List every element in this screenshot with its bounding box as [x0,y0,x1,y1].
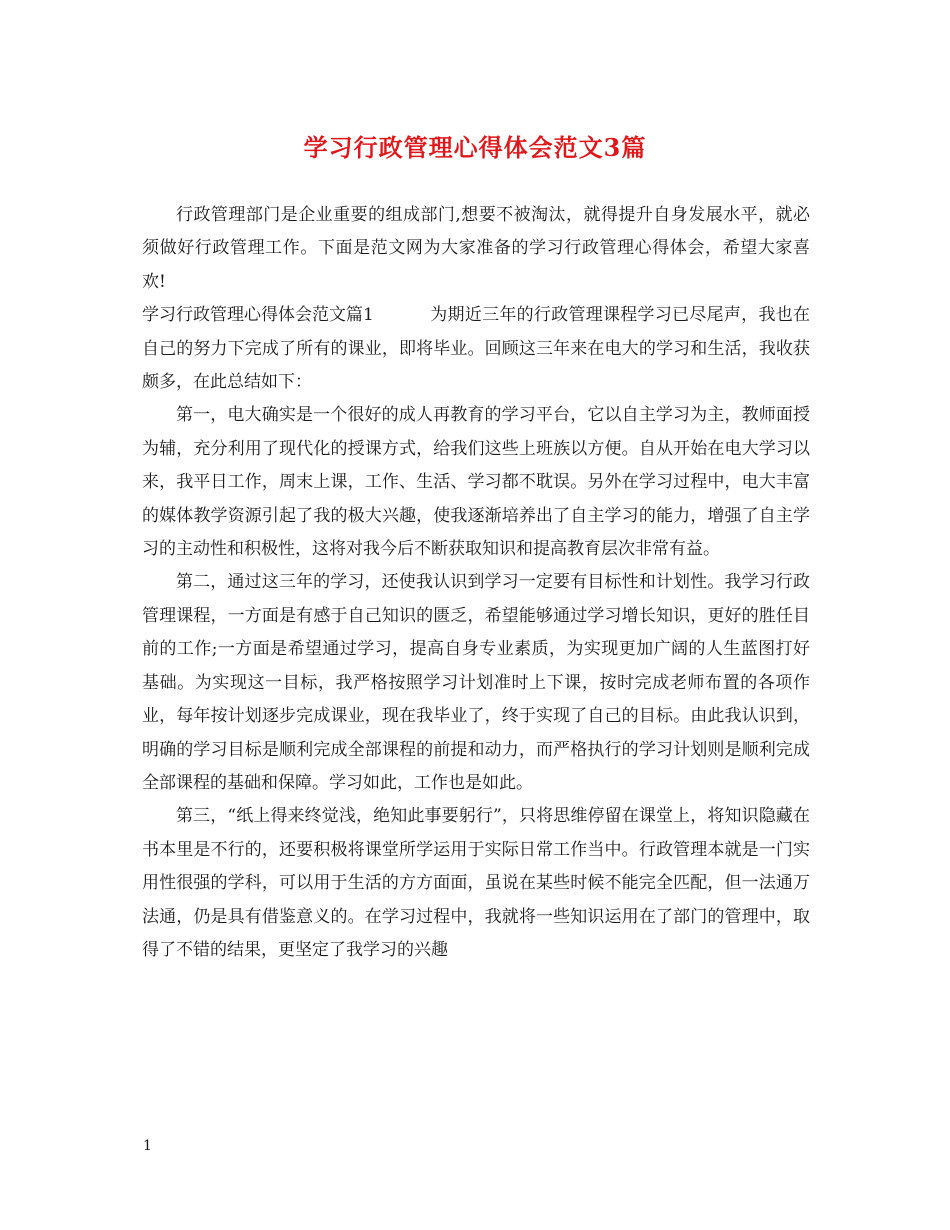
paragraph-third: 第三，“纸上得来终觉浅，绝知此事要躬行”，只将思维停留在课堂上，将知识隐藏在书本里是不行的，还要积极将课堂所学运用于实际日常工作当中。行政管理本就是一门实用性很强的学科，可以用于生活的方方面面，虽说在某些时候不能完全匹配，但一法通万法通，仍是具有借鉴意义的。在学习过程中，我就将一些知识运用在了部门的管理中，取得了不错的结果，更坚定了我学习的兴趣 [142,806,810,960]
document-body [142,199,810,967]
section-1-heading: 学习行政管理心得体会范文篇1 [142,305,374,326]
paragraph-first: 第一，电大确实是一个很好的成人再教育的学习平台，它以自主学习为主，教师面授为辅，充分利用了现代化的授课方式，给我们这些上班族以方便。自从开始在电大学习以来，我平日工作，周末上课，工作、生活、学习都不耽误。另外在学习过程中，电大丰富的媒体教学资源引起了我的极大兴趣，使我逐渐培养出了自主学习的能力，增强了自主学习的主动性和积极性，这将对我今后不断获取知识和提高教育层次非常有益。 [142,405,810,560]
section-1-paragraph [142,299,810,399]
paragraph-second: 第二，通过这三年的学习，还使我认识到学习一定要有目标性和计划性。我学习行政管理课程，一方面是有感于自己知识的匮乏，希望能够通过学习增长知识，更好的胜任目前的工作;一方面是希望通过学习，提高自身专业素质，为实现更加广阔的人生蓝图打好基础。为实现这一目标，我严格按照学习计划准时上下课，按时完成老师布置的各项作业，每年按计划逐步完成课业，现在我毕业了，终于实现了自己的目标。由此我认识到，明确的学习目标是顺利完成全部课程的前提和动力，而严格执行的学习计划则是顺利完成全部课程的基础和保障。学习如此，工作也是如此。 [142,572,810,793]
document-title: 学习行政管理心得体会范文3篇 [303,133,647,162]
intro-paragraph: 行政管理部门是企业重要的组成部门,想要不被淘汰，就得提升自身发展水平，就必须做好行政管理工作。下面是范文网为大家准备的学习行政管理心得体会，希望大家喜欢! [142,205,810,292]
section-1-text: 为期近三年的行政管理课程学习已尽尾声，我也在自己的努力下完成了所有的课业，即将毕业。回顾这三年来在电大的学习和生活，我收获颇多，在此总结如下： [142,305,810,393]
page-number: 1 [143,1138,152,1154]
